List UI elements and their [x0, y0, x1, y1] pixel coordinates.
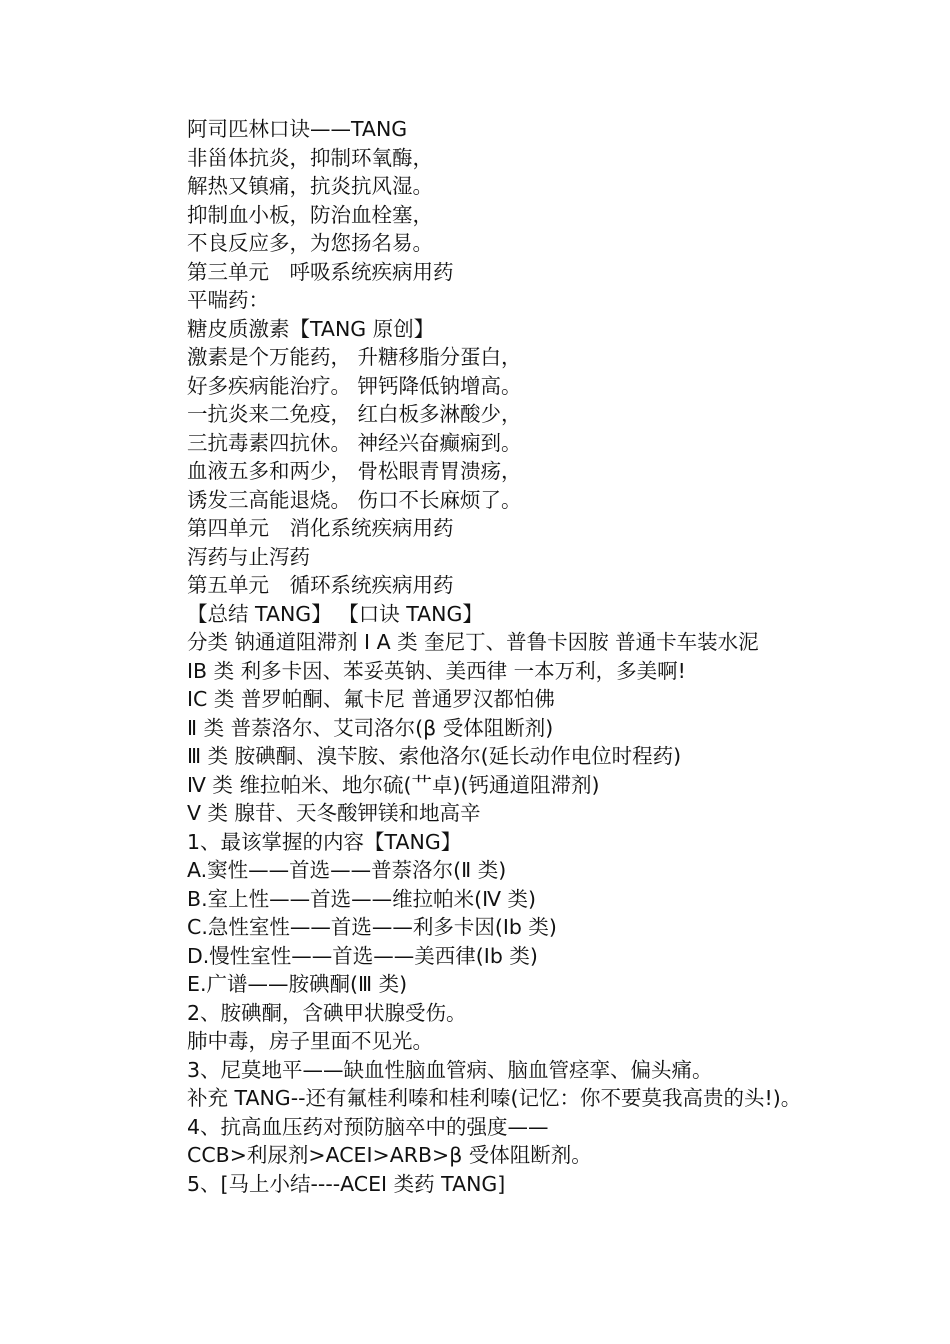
text-line: E.广谱——胺碘酮(Ⅲ 类) — [187, 972, 408, 996]
text-line: 抑制血小板，防治血栓塞， — [187, 202, 433, 227]
text-line: 补充 TANG--还有氟桂利嗪和桂利嗪(记忆：你不要莫我高贵的头!)。 — [187, 1086, 802, 1110]
text-line: 4、抗高血压药对预防脑卒中的强度—— — [187, 1114, 549, 1139]
text-line: 不良反应多，为您扬名易。 — [187, 231, 433, 255]
text-line: 三抗毒素四抗休。 神经兴奋癫痫到。 — [187, 430, 522, 455]
text-line: Ⅲ 类 胺碘酮、溴苄胺、索他洛尔(延长动作电位时程药) — [187, 744, 682, 768]
text-line: 激素是个万能药， 升糖移脂分蛋白， — [187, 345, 522, 369]
text-line: Ⅴ 类 腺苷、天冬酸钾镁和地高辛 — [187, 801, 481, 825]
text-line: 血液五多和两少， 骨松眼青胃溃疡， — [187, 459, 522, 483]
text-line: B.室上性——首选——维拉帕米(Ⅳ 类) — [187, 886, 537, 911]
text-line: 诱发三高能退烧。 伤口不长麻烦了。 — [187, 487, 522, 512]
text-line: 解热又镇痛，抗炎抗风湿。 — [187, 174, 433, 198]
text-line: CCB>利尿剂>ACEI>ARB>β 受体阻断剂。 — [187, 1143, 592, 1167]
text-line: Ⅳ 类 维拉帕米、地尔硫(艹卓)(钙通道阻滞剂) — [187, 772, 600, 797]
text-line: ⅠC 类 普罗帕酮、氟卡尼 普通罗汉都怕佛 — [187, 687, 555, 711]
document-body — [145, 115, 815, 1198]
text-line: 分类 钠通道阻滞剂 Ⅰ A 类 奎尼丁、普鲁卡因胺 普通卡车装水泥 — [187, 630, 759, 654]
text-line: 5、[马上小结----ACEI 类药 TANG] — [187, 1171, 506, 1196]
text-line: 糖皮质激素【TANG 原创】 — [187, 316, 435, 341]
text-line: 非甾体抗炎，抑制环氧酶， — [187, 145, 433, 170]
text-line: ⅠB 类 利多卡因、苯妥英钠、美西律 一本万利，多美啊! — [187, 658, 686, 683]
text-line: D.慢性室性——首选——美西律(Ⅰb 类) — [187, 943, 538, 968]
text-line: 【总结 TANG】 【口诀 TANG】 — [187, 601, 483, 626]
text-line: Ⅱ 类 普萘洛尔、艾司洛尔(β 受体阻断剂) — [187, 715, 554, 740]
text-line: C.急性室性——首选——利多卡因(Ⅰb 类) — [187, 915, 557, 939]
section-heading: 第三单元 呼吸系统疾病用药 — [187, 259, 454, 284]
text-line: 好多疾病能治疗。 钾钙降低钠增高。 — [187, 373, 522, 398]
text-line: 一抗炎来二免疫， 红白板多淋酸少， — [187, 402, 522, 426]
text-line: 2、胺碘酮，含碘甲状腺受伤。 — [187, 1000, 467, 1025]
text-line: 3、尼莫地平——缺血性脑血管病、脑血管痉挛、偏头痛。 — [187, 1057, 713, 1082]
section-heading: 第五单元 循环系统疾病用药 — [187, 573, 454, 597]
text-line: 阿司匹林口诀——TANG — [187, 117, 408, 141]
section-heading: 第四单元 消化系统疾病用药 — [187, 516, 454, 540]
text-line: A.窦性——首选——普萘洛尔(Ⅱ 类) — [187, 858, 507, 882]
text-line: 肺中毒，房子里面不见光。 — [187, 1029, 433, 1053]
text-line: 泻药与止泻药 — [187, 544, 310, 569]
text-line: 1、最该掌握的内容【TANG】 — [187, 829, 462, 854]
text-line: 平喘药： — [187, 288, 269, 312]
